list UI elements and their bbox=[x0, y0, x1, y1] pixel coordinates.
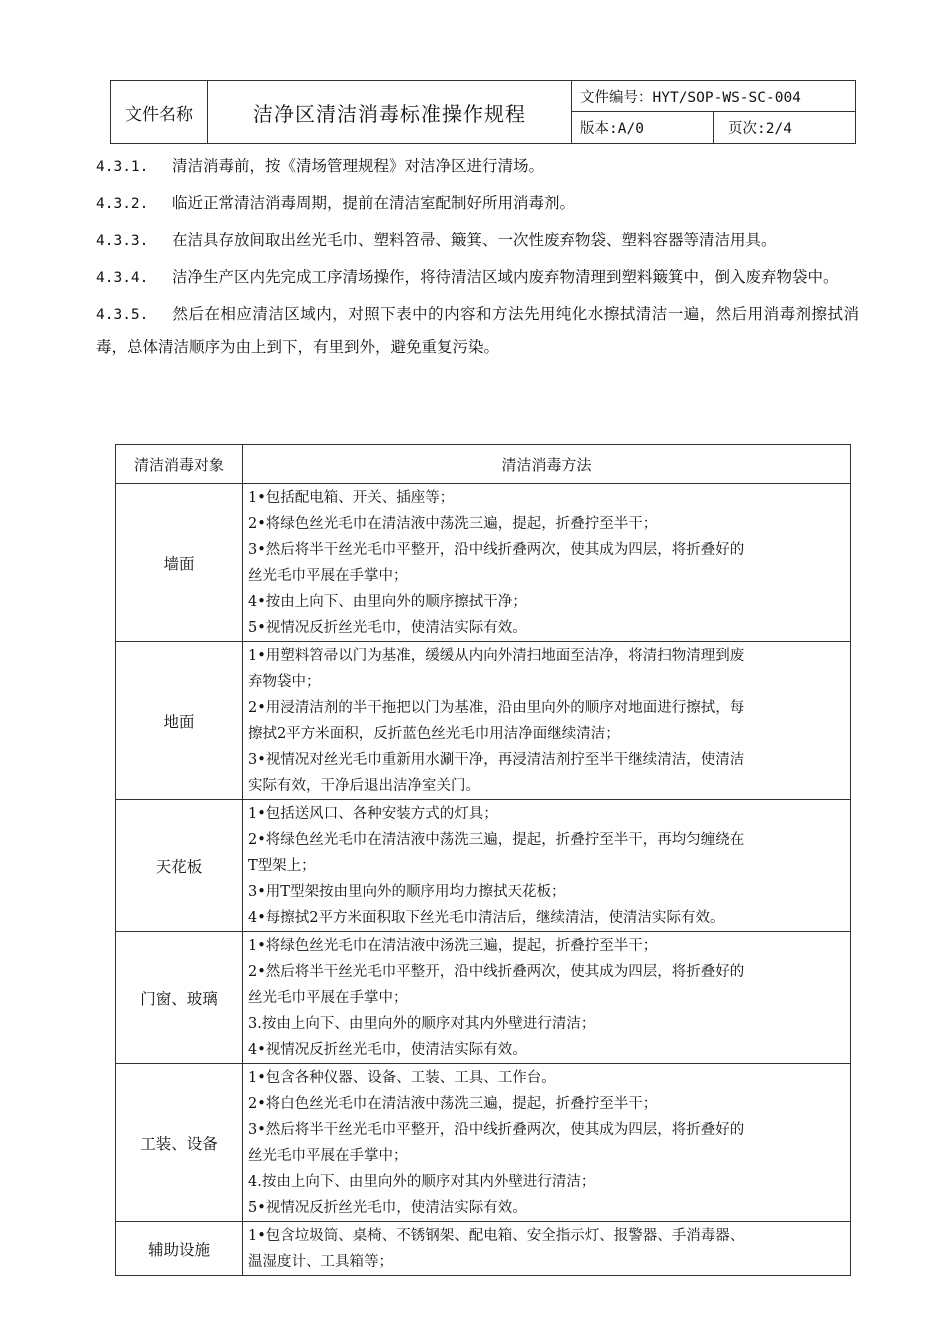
method-line: 擦拭2平方米面积，反折蓝色丝光毛巾用洁净面继续清洁； bbox=[248, 726, 620, 742]
method-line: 2•将白色丝光毛巾在清洁液中荡洗三遍，提起，折叠拧至半干； bbox=[248, 1096, 658, 1112]
method-line: 1•包含各种仪器、设备、工装、工具、工作台。 bbox=[248, 1070, 556, 1086]
method-line: 实际有效，干净后退出洁净室关门。 bbox=[248, 778, 480, 794]
table-row bbox=[116, 1064, 851, 1222]
paragraph bbox=[96, 187, 859, 220]
method-line: 1•包括配电箱、开关、插座等； bbox=[248, 490, 455, 506]
paragraph-number: 4.3.3. bbox=[96, 233, 149, 249]
method-line: 3•用T型架按由里向外的顺序用均力擦拭天花板； bbox=[248, 884, 566, 900]
paragraph-number: 4.3.2. bbox=[96, 196, 149, 212]
method-line: 4•每擦拭2平方米面积取下丝光毛巾清洁后，继续清洁，使清洁实际有效。 bbox=[248, 910, 725, 926]
paragraph-number: 4.3.5. bbox=[96, 307, 149, 323]
method-line: 2•将绿色丝光毛巾在清洁液中荡洗三遍，提起，折叠拧至半干，再均匀缠绕在 bbox=[248, 832, 745, 848]
method-line: 1•包括送风口、各种安装方式的灯具； bbox=[248, 806, 498, 822]
method-line: 丝光毛巾平展在手掌中； bbox=[248, 1148, 408, 1164]
procedure-paragraphs bbox=[96, 150, 859, 367]
method-line: 温湿度计、工具箱等； bbox=[248, 1254, 393, 1270]
file-name-label: 文件名称 bbox=[111, 81, 208, 144]
cleaning-object: 地面 bbox=[116, 642, 243, 800]
table-row bbox=[116, 800, 851, 932]
method-line: 2•用浸清洁剂的半干拖把以门为基准，沿由里向外的顺序对地面进行擦拭，每 bbox=[248, 700, 745, 716]
paragraph bbox=[96, 224, 859, 257]
method-line: 4•视情况反折丝光毛巾，使清洁实际有效。 bbox=[248, 1042, 527, 1058]
cleaning-method bbox=[243, 484, 851, 642]
cleaning-method-table bbox=[115, 444, 851, 1276]
method-line: 丝光毛巾平展在手掌中； bbox=[248, 568, 408, 584]
cleaning-method bbox=[243, 932, 851, 1064]
cleaning-method bbox=[243, 800, 851, 932]
method-line: 2•然后将半干丝光毛巾平整开，沿中线折叠两次，使其成为四层，将折叠好的 bbox=[248, 964, 745, 980]
method-line: 1•用塑料笤帚以门为基准，缓缓从内向外清扫地面至洁净，将清扫物清理到废 bbox=[248, 648, 745, 664]
document-header bbox=[110, 80, 856, 144]
method-line: 4•按由上向下、由里向外的顺序擦拭干净； bbox=[248, 594, 527, 610]
method-line: 3•视情况对丝光毛巾重新用水涮干净，再浸清洁剂拧至半干继续清洁，使清洁 bbox=[248, 752, 745, 768]
method-line: 3•然后将半干丝光毛巾平整开，沿中线折叠两次，使其成为四层，将折叠好的 bbox=[248, 1122, 745, 1138]
method-line: T型架上； bbox=[248, 858, 316, 874]
cleaning-method bbox=[243, 1064, 851, 1222]
table-row bbox=[116, 932, 851, 1064]
method-line: 2•将绿色丝光毛巾在清洁液中荡洗三遍，提起，折叠拧至半干； bbox=[248, 516, 658, 532]
cleaning-object: 墙面 bbox=[116, 484, 243, 642]
method-line: 5•视情况反折丝光毛巾，使清洁实际有效。 bbox=[248, 620, 527, 636]
cleaning-method bbox=[243, 1222, 851, 1276]
table-row bbox=[116, 484, 851, 642]
paragraph-text: 清洁消毒前，按《清场管理规程》对洁净区进行清场。 bbox=[172, 157, 545, 175]
paragraph bbox=[96, 261, 859, 294]
method-line: 1•将绿色丝光毛巾在清洁液中汤洗三遍，提起，折叠拧至半干； bbox=[248, 938, 658, 954]
paragraph bbox=[96, 150, 859, 183]
method-line: 3.按由上向下、由里向外的顺序对其内外壁进行清洁； bbox=[248, 1016, 596, 1032]
method-line: 5•视情况反折丝光毛巾，使清洁实际有效。 bbox=[248, 1200, 527, 1216]
method-line: 弃物袋中； bbox=[248, 674, 321, 690]
version: 版本:A/0 bbox=[572, 112, 714, 144]
cleaning-object: 工装、设备 bbox=[116, 1064, 243, 1222]
method-line: 4.按由上向下、由里向外的顺序对其内外壁进行清洁； bbox=[248, 1174, 596, 1190]
paragraph-text: 然后在相应清洁区域内，对照下表中的内容和方法先用纯化水擦拭清洁一遍，然后用消毒剂擦拭消毒，总体清洁顺序为由上到下，有里到外，避免重复污染。 bbox=[96, 305, 859, 356]
paragraph-number: 4.3.1. bbox=[96, 159, 149, 175]
method-line: 丝光毛巾平展在手掌中； bbox=[248, 990, 408, 1006]
cleaning-object: 门窗、玻璃 bbox=[116, 932, 243, 1064]
paragraph-number: 4.3.4. bbox=[96, 270, 149, 286]
paragraph-text: 在洁具存放间取出丝光毛巾、塑料笤帚、簸箕、一次性废弃物袋、塑料容器等清洁用具。 bbox=[172, 231, 777, 249]
cleaning-object: 天花板 bbox=[116, 800, 243, 932]
paragraph-text: 洁净生产区内先完成工序清场操作，将待清洁区域内废弃物清理到塑料簸箕中，倒入废弃物袋中。 bbox=[172, 268, 839, 286]
column-header-method: 清洁消毒方法 bbox=[243, 445, 851, 484]
page-number: 页次:2/4 bbox=[714, 112, 856, 144]
column-header-object: 清洁消毒对象 bbox=[116, 445, 243, 484]
cleaning-method bbox=[243, 642, 851, 800]
method-line: 1•包含垃圾筒、桌椅、不锈钢架、配电箱、安全指示灯、报警器、手消毒器、 bbox=[248, 1228, 745, 1244]
table-row bbox=[116, 642, 851, 800]
document-title: 洁净区清洁消毒标准操作规程 bbox=[208, 81, 572, 144]
paragraph-text: 临近正常清洁消毒周期，提前在清洁室配制好所用消毒剂。 bbox=[172, 194, 576, 212]
file-code: 文件编号：HYT/SOP-WS-SC-004 bbox=[572, 81, 856, 112]
table-row bbox=[116, 1222, 851, 1276]
method-line: 3•然后将半干丝光毛巾平整开，沿中线折叠两次，使其成为四层，将折叠好的 bbox=[248, 542, 745, 558]
table-header-row bbox=[116, 445, 851, 484]
cleaning-object: 辅助设施 bbox=[116, 1222, 243, 1276]
paragraph bbox=[96, 298, 859, 363]
